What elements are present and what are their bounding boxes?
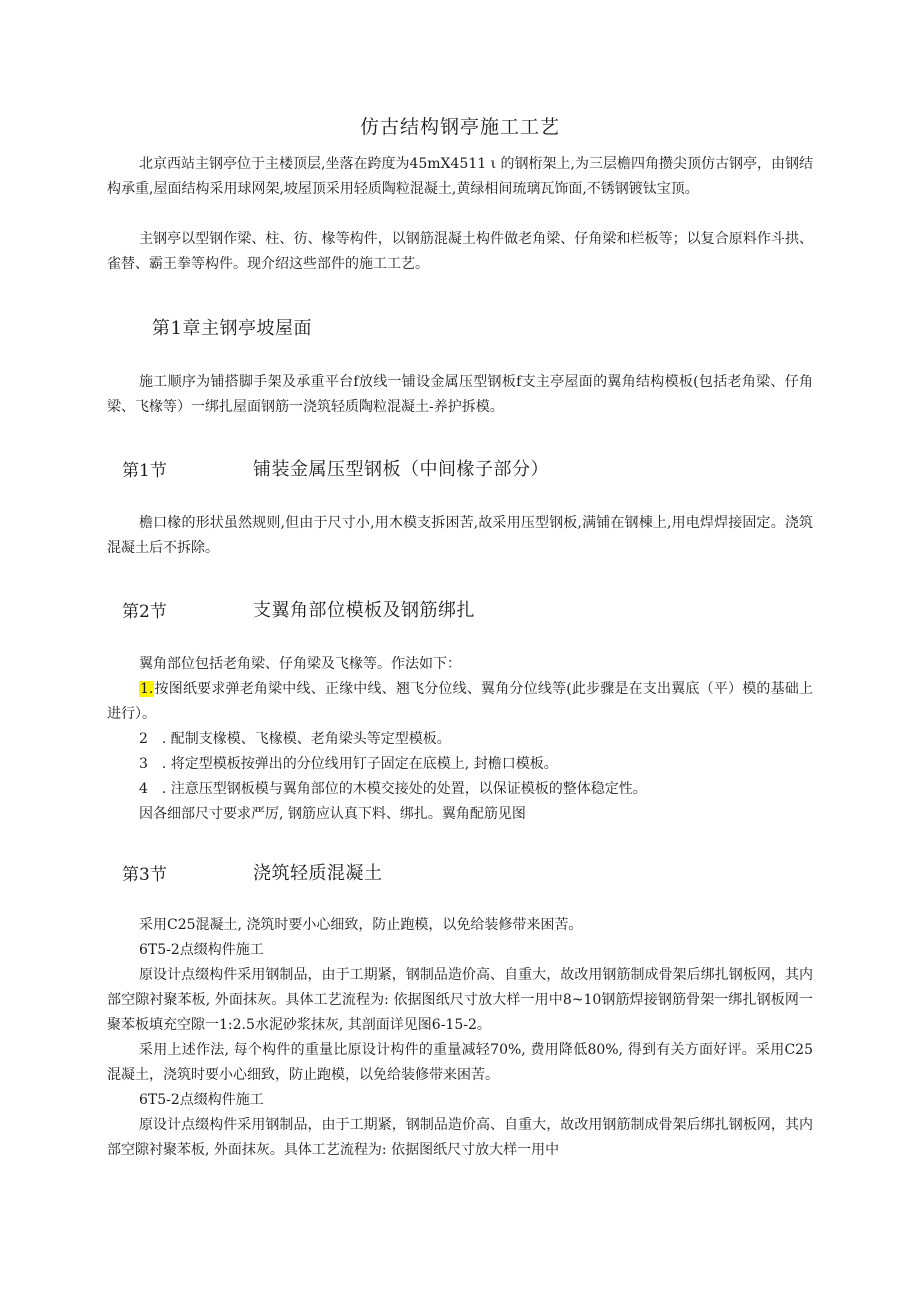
document-title: 仿古结构钢亭施工工艺 bbox=[359, 116, 560, 138]
highlighted-step-number: 1. bbox=[140, 681, 154, 697]
section-2-step-2: 2 . 配制支椽模、飞椽模、老角梁头等定型模板。 bbox=[139, 731, 451, 747]
section-3-title: 浇筑轻质混凝土 bbox=[253, 863, 383, 884]
section-2-title: 支翼角部位模板及钢筋绑扎 bbox=[253, 600, 475, 621]
chapter-1-body: 施工顺序为铺搭脚手架及承重平台f放线一铺设金属压型钢板f支主亭屋面的翼角结构模板(包括老角梁、仔角梁、飞椽等）一绑扎屋面钢筋一浇筑轻质陶粒混凝土-养护拆模。 bbox=[107, 374, 813, 415]
section-2-number: 第2节 bbox=[122, 602, 167, 622]
step-1-text: 按图纸要求弹老角梁中线、正缘中线、翘飞分位线、翼角分位线等(此步骤是在支出翼底（平）模的基础上进行）。 bbox=[107, 681, 813, 722]
section-2-step-3: 3 . 将定型模板按弹出的分位线用钉子固定在底模上, 封檐口模板。 bbox=[139, 756, 558, 772]
intro-paragraph-2: 主钢亭以型钢作梁、柱、彷、椽等构件，以钢筋混凝土构件做老角梁、仔角梁和栏板等；以复合原料作斗拱、雀替、霸王拳等构件。现介绍这些部件的施工工艺。 bbox=[107, 231, 813, 272]
section-3-number: 第3节 bbox=[122, 865, 167, 885]
section-1-title: 铺装金属压型钢板（中间椽子部分） bbox=[253, 459, 549, 480]
section-3-paragraph-3: 采用上述作法, 每个构件的重量比原设计构件的重量减轻70%, 费用降低80%, 得到有关方面好评。采用C25混凝土，浇筑时要小心细致，防止跑模，以免给装修带来困苦。 bbox=[107, 1042, 813, 1083]
section-3-paragraph-4: 原设计点缀构件采用钢制品，由于工期紧，钢制品造价高、自重大，故改用钢筋制成骨架后绑扎钢板网，其内部空隙衬聚苯板, 外面抹灰。具体工艺流程为: 依据图纸尺寸放大样一用中 bbox=[107, 1117, 813, 1158]
section-1-body: 檐口椽的形状虽然规则,但由于尺寸小,用木模支拆困苦,故采用压型钢板,满铺在钢棟上,用电焊焊接固定。浇筑混凝土后不拆除。 bbox=[107, 515, 813, 556]
section-2-step-1 bbox=[107, 677, 813, 727]
section-2-intro: 翼角部位包括老角梁、仔角梁及飞椽等。作法如下： bbox=[139, 656, 461, 672]
section-1-number: 第1节 bbox=[122, 461, 167, 481]
chapter-1-heading: 第1章主钢亭坡屋面 bbox=[152, 318, 312, 339]
section-3-paragraph-1: 采用C25混凝土, 浇筑时要小心细致，防止跑模，以免给装修带来困苦。 bbox=[139, 917, 583, 933]
section-3-subheading-1: 6T5-2点缀构件施工 bbox=[139, 942, 264, 958]
section-2-closing: 因各细部尺寸要求严厉, 钢筋应认真下料、绑扎。翼角配筋见图 bbox=[139, 806, 526, 822]
section-3-paragraph-2: 原设计点缀构件采用钢制品，由于工期紧，钢制品造价高、自重大，故改用钢筋制成骨架后绑扎钢板网，其内部空隙衬聚苯板, 外面抹灰。具体工艺流程为: 依据图纸尺寸放大样一用中8~10钢筋焊接钢筋骨架一绑扎钢板网一聚苯板填充空隙一1:2.5水泥砂浆抹灰, 其剖面详见图6-15-2。 bbox=[107, 967, 813, 1033]
section-2-step-4: 4 . 注意压型钢板模与翼角部位的木模交接处的处置，以保证模板的整体稳定性。 bbox=[139, 781, 647, 797]
section-3-subheading-2: 6T5-2点缀构件施工 bbox=[139, 1092, 264, 1108]
intro-paragraph-1: 北京西站主钢亭位于主楼顶层,坐落在跨度为45mX4511 ι 的钢桁架上,为三层檐四角攒尖顶仿古钢亭，由钢结构承重,屋面结构采用球网架,坡屋顶采用轻质陶粒混凝土,黄绿相间琉璃瓦饰面,不锈钢镀钛宝顶。 bbox=[107, 156, 813, 197]
